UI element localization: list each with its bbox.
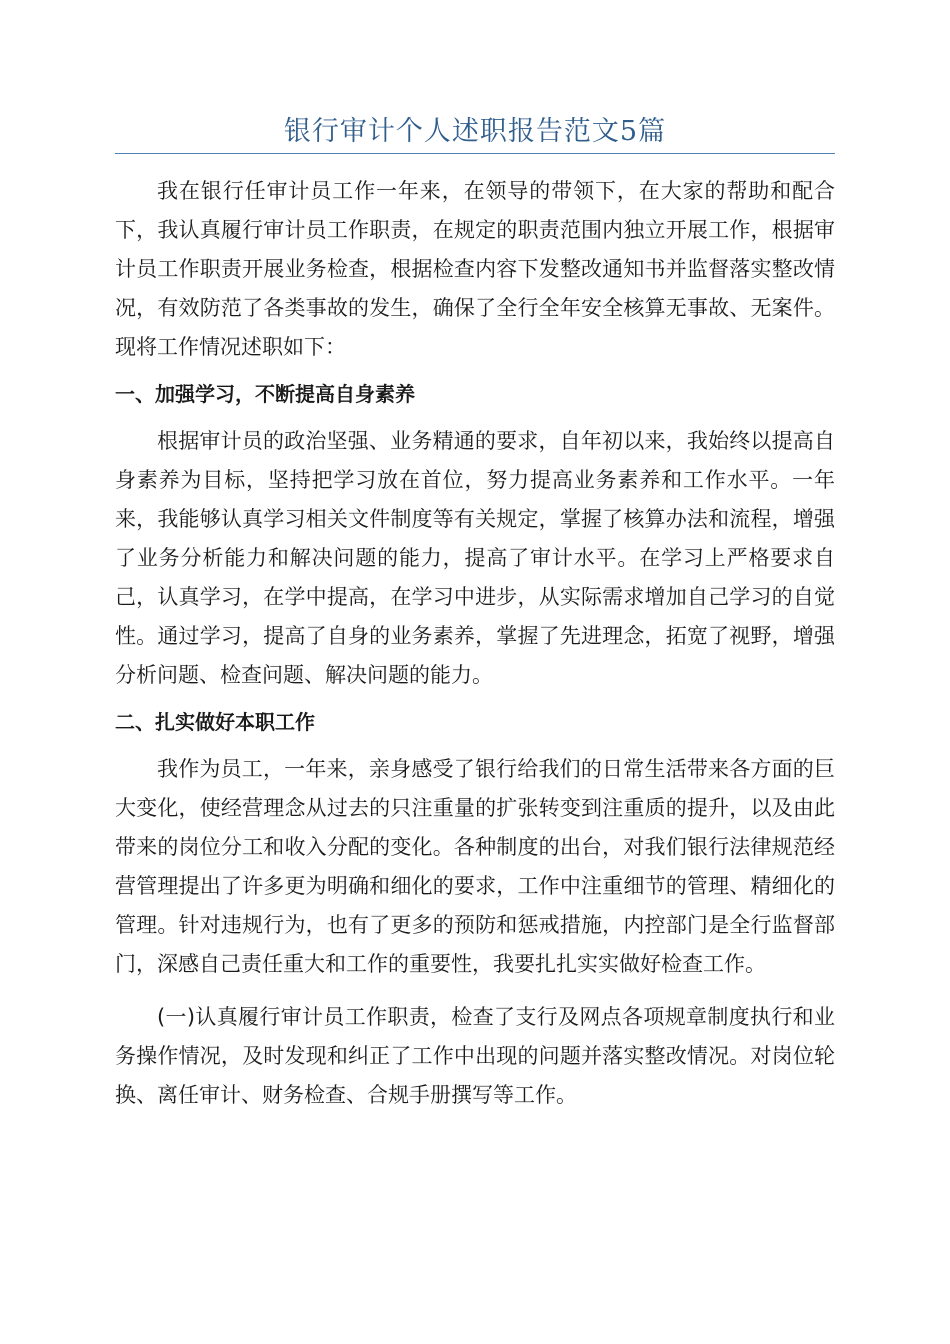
document-title: 银行审计个人述职报告范文5篇 — [283, 116, 667, 147]
section-2-item-1-paragraph: (一)认真履行审计员工作职责，检查了支行及网点各项规章制度执行和业务操作情况，及时发现和纠正了工作中出现的问题并落实整改情况。对岗位轮换、离任审计、财务检查、合规手册撰写等工作。 — [115, 1005, 835, 1107]
section-1-heading: 一、加强学习，不断提高自身素养 — [115, 382, 415, 406]
section-2-paragraph: 我作为员工，一年来，亲身感受了银行给我们的日常生活带来各方面的巨大变化，使经营理念从过去的只注重量的扩张转变到注重质的提升，以及由此带来的岗位分工和收入分配的变化。各种制度的出台，对我们银行法律规范经营管理提出了许多更为明确和细化的要求，工作中注重细节的管理、精细化的管理。针对违规行为，也有了更多的预防和惩戒措施，内控部门是全行监督部门，深感自己责任重大和工作的重要性，我要扎扎实实做好检查工作。 — [115, 757, 835, 976]
title-underline — [115, 153, 835, 154]
document-body — [115, 172, 835, 1115]
section-2-heading: 二、扎实做好本职工作 — [115, 710, 315, 734]
intro-paragraph: 我在银行任审计员工作一年来，在领导的带领下，在大家的帮助和配合下，我认真履行审计员工作职责，在规定的职责范围内独立开展工作，根据审计员工作职责开展业务检查，根据检查内容下发整改通知书并监督落实整改情况，有效防范了各类事故的发生，确保了全行全年安全核算无事故、无案件。现将工作情况述职如下： — [115, 179, 835, 359]
section-1-paragraph: 根据审计员的政治坚强、业务精通的要求，自年初以来，我始终以提高自身素养为目标，坚持把学习放在首位，努力提高业务素养和工作水平。一年来，我能够认真学习相关文件制度等有关规定，掌握了核算办法和流程，增强了业务分析能力和解决问题的能力，提高了审计水平。在学习上严格要求自己，认真学习，在学中提高，在学习中进步，从实际需求增加自己学习的自觉性。通过学习，提高了自身的业务素养，掌握了先进理念，拓宽了视野，增强分析问题、检查问题、解决问题的能力。 — [115, 429, 835, 687]
